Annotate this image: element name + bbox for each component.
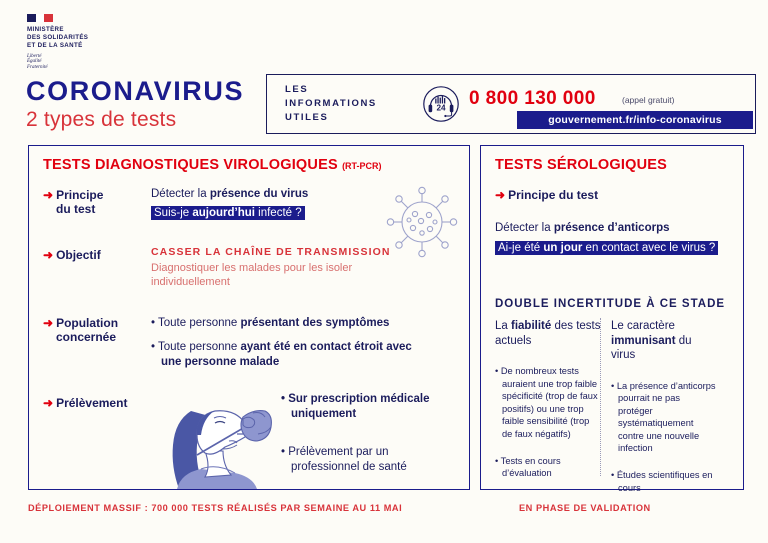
hotline-number: 0 800 130 000 — [469, 88, 596, 109]
col1-bullet-2: • Tests en cours d’évaluation — [495, 455, 561, 479]
footer-left-note: DÉPLOIEMENT MASSIF : 700 000 TESTS RÉALISÉS PAR SEMAINE AU 11 MAI — [28, 503, 403, 513]
col2-heading — [611, 319, 717, 363]
left-panel-heading — [43, 157, 382, 173]
left-panel-heading-text: TESTS DIAGNOSTIQUES VIROLOGIQUES — [43, 157, 338, 173]
objectif-content — [151, 246, 401, 289]
principe-line-1 — [151, 187, 381, 202]
headset-24h-icon — [422, 85, 460, 123]
double-uncertainty-heading: DOUBLE INCERTITUDE À CE STADE — [495, 298, 726, 310]
principe-sero-line-2 — [495, 240, 731, 257]
ministry-logo — [27, 14, 88, 70]
nasal-swab-illustration — [157, 389, 273, 489]
column-divider — [600, 318, 601, 476]
prelevement-bullet-1: • Sur prescription médicale uniquement — [281, 393, 430, 420]
principe-sero-bold: présence d’anticorps — [553, 222, 670, 234]
principe-sero-plain: Détecter la — [495, 222, 554, 234]
col1-heading — [495, 319, 601, 348]
right-panel-heading: TESTS SÉROLOGIQUES — [495, 157, 667, 173]
col2-plain-2: du virus — [611, 334, 692, 361]
sero-hl-2: en contact avec le virus ? — [582, 242, 716, 254]
principe-bold: présence du virus — [209, 188, 309, 200]
principe-sero-content — [495, 221, 731, 257]
row-label-principe — [43, 188, 138, 216]
ministry-motto — [27, 54, 88, 71]
pop-b2-plain: • Toute personne — [151, 341, 241, 353]
sero-hl-bold: un jour — [543, 242, 583, 254]
arrow-icon-prelevement: ➜ — [43, 396, 54, 410]
principe-sero-label: Principe du test — [508, 188, 599, 202]
row-label-objectif — [43, 248, 138, 262]
pop-b1-plain: • Toute personne — [151, 317, 241, 329]
principe-hl-1: Suis-je — [154, 207, 193, 219]
principe-hl-2: infecté ? — [254, 207, 302, 219]
pop-b1-bold: présentant des symptômes — [240, 317, 390, 329]
page-title: CORONAVIRUS — [26, 76, 245, 106]
motto-liberte: Liberté — [27, 53, 42, 59]
arrow-icon-objectif: ➜ — [43, 248, 54, 262]
objectif-sub: Diagnostiquer les malades pour les isoler individuellement — [151, 262, 353, 288]
population-bullet-1 — [151, 316, 431, 331]
col1-plain-1: La — [495, 320, 511, 332]
col1-bullet-1: • De nombreux tests auraient une trop faible spécificité (trop de faux positifs) ou une trop faible sensibilité (trop de faux négatifs) — [495, 366, 598, 439]
arrow-icon-principe-sero: ➜ — [495, 188, 506, 202]
uncertainty-columns — [495, 319, 717, 494]
arrow-icon-principe: ➜ — [43, 188, 54, 202]
motto-fraternite: Fraternité — [27, 64, 48, 70]
pop-b2-bold: ayant été en contact étroit avec une personne malade — [161, 341, 412, 368]
population-content — [151, 316, 431, 370]
uncertainty-column-immunity — [611, 319, 717, 494]
footer-right-note: EN PHASE DE VALIDATION — [519, 503, 651, 513]
population-label-line2: concernée — [56, 330, 117, 344]
uncertainty-column-reliability — [495, 319, 601, 494]
left-panel-heading-sub: (RT-PCR) — [342, 161, 382, 171]
hotline-free-note: (appel gratuit) — [622, 95, 675, 105]
ministry-line-1: MINISTÈRE — [27, 26, 64, 33]
government-url-link[interactable]: gouvernement.fr/info-coronavirus — [517, 111, 753, 129]
prelevement-label: Prélèvement — [56, 396, 128, 410]
sero-hl-1: Ai-je été — [498, 242, 544, 254]
objectif-caps: CASSER LA CHAÎNE DE TRANSMISSION — [151, 246, 391, 258]
principe-line-2 — [151, 206, 381, 221]
col2-bullet-2: • Études scientifiques en cours — [611, 470, 713, 493]
principe-label-line1: Principe — [56, 188, 104, 202]
useful-information-box — [266, 74, 756, 134]
col2-bold: immunisant — [611, 334, 676, 347]
prelevement-content — [281, 392, 456, 475]
info-label-line-1: LES — [285, 84, 309, 95]
arrow-icon-population: ➜ — [43, 316, 54, 330]
french-flag-icon — [27, 14, 53, 22]
useful-information-label — [285, 83, 377, 125]
svg-text:24: 24 — [436, 103, 446, 113]
serological-tests-panel — [480, 145, 744, 493]
principe-sero-highlight — [495, 241, 718, 255]
prelevement-bullet-2: • Prélèvement par un professionnel de santé — [281, 446, 407, 473]
objectif-label: Objectif — [56, 248, 101, 262]
ministry-line-3: ET DE LA SANTÉ — [27, 42, 83, 50]
col2-plain-1: Le caractère — [611, 320, 675, 332]
info-label-line-3: UTILES — [285, 112, 329, 123]
page-subtitle: 2 types de tests — [26, 108, 177, 131]
row-label-principe-sero — [495, 188, 598, 202]
principe-label-line2: du test — [56, 202, 96, 216]
population-bullet-2 — [151, 340, 431, 370]
principe-sero-line-1 — [495, 221, 731, 236]
principe-hl-bold: aujourd’hui — [192, 207, 255, 219]
ministry-line-2: DES SOLIDARITÉS — [27, 34, 89, 42]
motto-egalite: Égalité — [27, 59, 42, 65]
principe-plain: Détecter la — [151, 188, 210, 200]
population-label-line1: Population — [56, 316, 119, 330]
row-label-population — [43, 316, 143, 344]
col2-bullet-1: • La présence d’anticorps pourrait ne pas protéger systématiquement contre une nouvelle infection — [611, 380, 716, 454]
col1-bold: fiabilité — [511, 320, 552, 332]
row-label-prelevement — [43, 396, 153, 410]
virological-tests-panel — [28, 145, 470, 490]
principe-highlight — [151, 206, 305, 220]
info-label-line-2: INFORMATIONS — [285, 98, 377, 109]
col1-plain-2: des tests actuels — [495, 320, 601, 347]
principe-content — [151, 187, 381, 221]
